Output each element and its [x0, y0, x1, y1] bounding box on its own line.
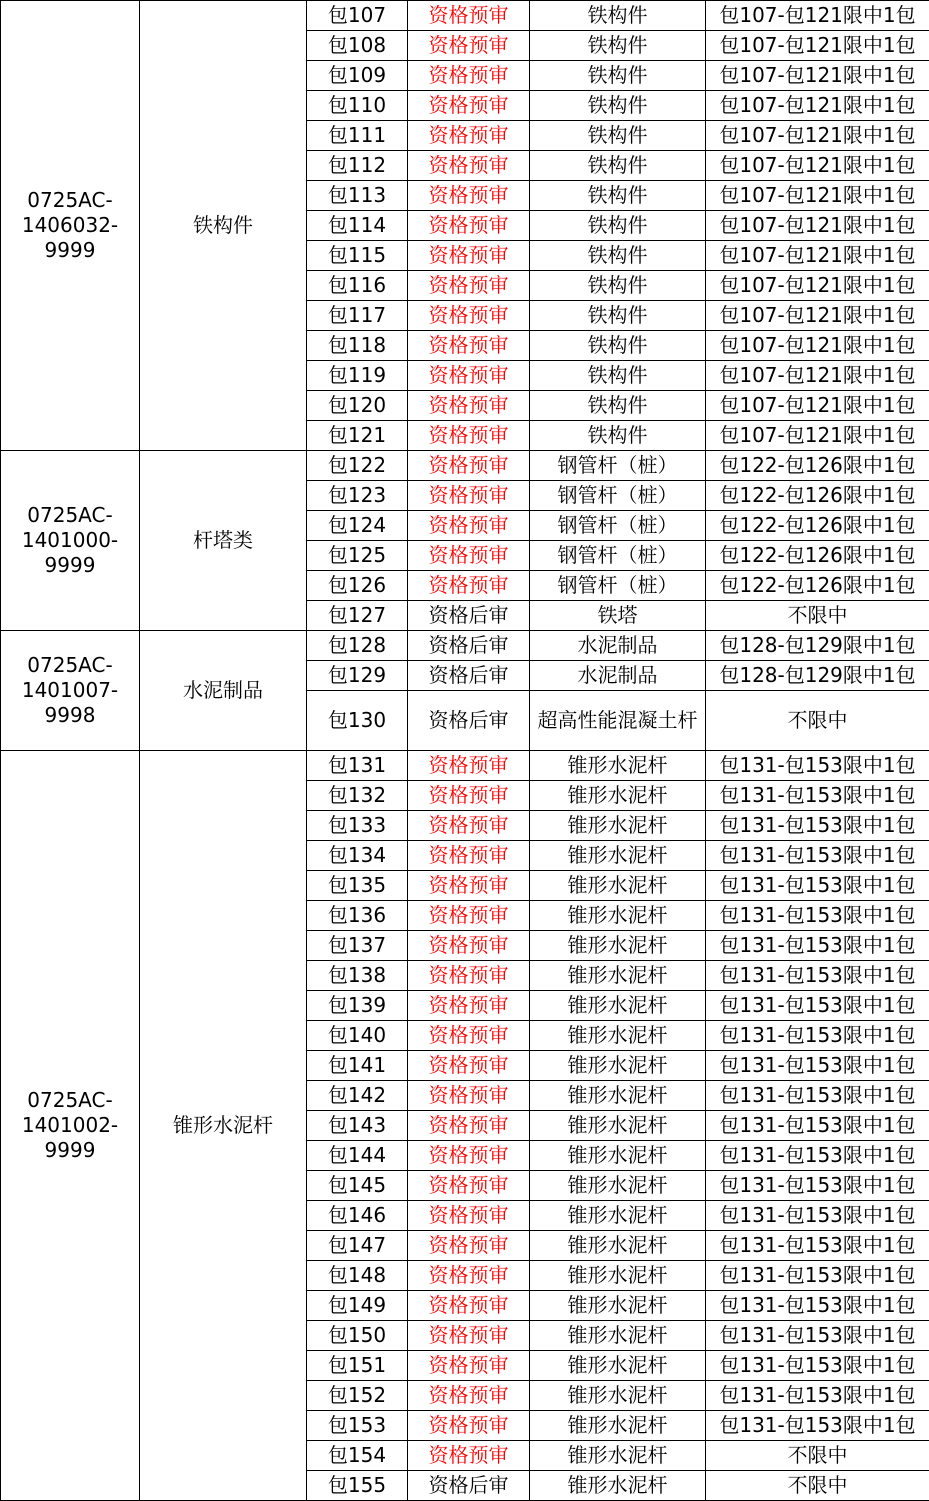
- review-type-cell: 资格预审: [408, 271, 530, 301]
- review-type-cell: 资格预审: [408, 901, 530, 931]
- award-limit-cell: 包128-包129限中1包: [706, 661, 929, 691]
- category-cell: 杆塔类: [140, 451, 307, 631]
- review-type-cell: 资格预审: [408, 301, 530, 331]
- item-name-cell: 钢管杆（桩）: [530, 451, 706, 481]
- award-limit-cell: 包122-包126限中1包: [706, 451, 929, 481]
- item-name-cell: 铁构件: [530, 31, 706, 61]
- award-limit-cell: 包107-包121限中1包: [706, 331, 929, 361]
- package-number-cell: 包129: [307, 661, 408, 691]
- package-number-cell: 包108: [307, 31, 408, 61]
- package-number-cell: 包154: [307, 1441, 408, 1471]
- package-number-cell: 包155: [307, 1471, 408, 1501]
- package-number-cell: 包134: [307, 841, 408, 871]
- review-type-cell: 资格预审: [408, 1351, 530, 1381]
- item-name-cell: 锥形水泥杆: [530, 1141, 706, 1171]
- item-name-cell: 锥形水泥杆: [530, 1021, 706, 1051]
- review-type-cell: 资格预审: [408, 991, 530, 1021]
- review-type-cell: 资格后审: [408, 631, 530, 661]
- award-limit-cell: 包131-包153限中1包: [706, 1321, 929, 1351]
- award-limit-cell: 包131-包153限中1包: [706, 751, 929, 781]
- package-number-cell: 包137: [307, 931, 408, 961]
- package-number-cell: 包128: [307, 631, 408, 661]
- award-limit-cell: 不限中: [706, 691, 929, 751]
- review-type-cell: 资格预审: [408, 1141, 530, 1171]
- award-limit-cell: 包131-包153限中1包: [706, 1141, 929, 1171]
- package-number-cell: 包130: [307, 691, 408, 751]
- review-type-cell: 资格预审: [408, 1081, 530, 1111]
- award-limit-cell: 包128-包129限中1包: [706, 631, 929, 661]
- award-limit-cell: 包131-包153限中1包: [706, 1261, 929, 1291]
- review-type-cell: 资格预审: [408, 391, 530, 421]
- review-type-cell: 资格预审: [408, 871, 530, 901]
- material-code-cell: 0725AC- 1406032- 9999: [1, 1, 140, 451]
- package-number-cell: 包153: [307, 1411, 408, 1441]
- review-type-cell: 资格预审: [408, 181, 530, 211]
- award-limit-cell: 包107-包121限中1包: [706, 361, 929, 391]
- award-limit-cell: 包122-包126限中1包: [706, 571, 929, 601]
- award-limit-cell: 包107-包121限中1包: [706, 151, 929, 181]
- review-type-cell: 资格预审: [408, 31, 530, 61]
- award-limit-cell: 包131-包153限中1包: [706, 991, 929, 1021]
- item-name-cell: 锥形水泥杆: [530, 1171, 706, 1201]
- award-limit-cell: 包107-包121限中1包: [706, 421, 929, 451]
- award-limit-cell: 不限中: [706, 1441, 929, 1471]
- package-number-cell: 包109: [307, 61, 408, 91]
- review-type-cell: 资格预审: [408, 961, 530, 991]
- package-number-cell: 包120: [307, 391, 408, 421]
- review-type-cell: 资格预审: [408, 751, 530, 781]
- package-number-cell: 包115: [307, 241, 408, 271]
- review-type-cell: 资格预审: [408, 541, 530, 571]
- item-name-cell: 铁构件: [530, 241, 706, 271]
- award-limit-cell: 包131-包153限中1包: [706, 961, 929, 991]
- item-name-cell: 锥形水泥杆: [530, 1471, 706, 1501]
- item-name-cell: 铁构件: [530, 91, 706, 121]
- item-name-cell: 铁构件: [530, 391, 706, 421]
- item-name-cell: 铁构件: [530, 421, 706, 451]
- item-name-cell: 铁构件: [530, 301, 706, 331]
- package-number-cell: 包148: [307, 1261, 408, 1291]
- package-number-cell: 包151: [307, 1351, 408, 1381]
- item-name-cell: 锥形水泥杆: [530, 811, 706, 841]
- package-table-body: [1, 1, 929, 1501]
- item-name-cell: 铁构件: [530, 1, 706, 31]
- award-limit-cell: 包131-包153限中1包: [706, 1381, 929, 1411]
- item-name-cell: 铁构件: [530, 271, 706, 301]
- package-number-cell: 包122: [307, 451, 408, 481]
- package-number-cell: 包146: [307, 1201, 408, 1231]
- item-name-cell: 钢管杆（桩）: [530, 541, 706, 571]
- category-cell: 水泥制品: [140, 631, 307, 751]
- package-number-cell: 包127: [307, 601, 408, 631]
- review-type-cell: 资格预审: [408, 361, 530, 391]
- review-type-cell: 资格预审: [408, 781, 530, 811]
- package-number-cell: 包125: [307, 541, 408, 571]
- award-limit-cell: 包131-包153限中1包: [706, 1351, 929, 1381]
- package-number-cell: 包123: [307, 481, 408, 511]
- package-number-cell: 包121: [307, 421, 408, 451]
- item-name-cell: 锥形水泥杆: [530, 1381, 706, 1411]
- package-number-cell: 包113: [307, 181, 408, 211]
- package-number-cell: 包152: [307, 1381, 408, 1411]
- review-type-cell: 资格预审: [408, 1, 530, 31]
- item-name-cell: 锥形水泥杆: [530, 871, 706, 901]
- package-number-cell: 包144: [307, 1141, 408, 1171]
- review-type-cell: 资格预审: [408, 811, 530, 841]
- award-limit-cell: 包131-包153限中1包: [706, 871, 929, 901]
- package-number-cell: 包139: [307, 991, 408, 1021]
- review-type-cell: 资格后审: [408, 691, 530, 751]
- item-name-cell: 锥形水泥杆: [530, 1051, 706, 1081]
- review-type-cell: 资格预审: [408, 1021, 530, 1051]
- item-name-cell: 铁构件: [530, 181, 706, 211]
- item-name-cell: 锥形水泥杆: [530, 901, 706, 931]
- item-name-cell: 铁构件: [530, 331, 706, 361]
- award-limit-cell: 包131-包153限中1包: [706, 1291, 929, 1321]
- review-type-cell: 资格预审: [408, 331, 530, 361]
- table-row: [1, 451, 929, 481]
- award-limit-cell: 包131-包153限中1包: [706, 1231, 929, 1261]
- award-limit-cell: 包131-包153限中1包: [706, 901, 929, 931]
- item-name-cell: 锥形水泥杆: [530, 961, 706, 991]
- review-type-cell: 资格预审: [408, 451, 530, 481]
- review-type-cell: 资格预审: [408, 841, 530, 871]
- item-name-cell: 铁构件: [530, 61, 706, 91]
- award-limit-cell: 包131-包153限中1包: [706, 1411, 929, 1441]
- award-limit-cell: 包122-包126限中1包: [706, 541, 929, 571]
- award-limit-cell: 包107-包121限中1包: [706, 211, 929, 241]
- award-limit-cell: 包107-包121限中1包: [706, 91, 929, 121]
- package-number-cell: 包135: [307, 871, 408, 901]
- item-name-cell: 锥形水泥杆: [530, 1231, 706, 1261]
- package-number-cell: 包141: [307, 1051, 408, 1081]
- package-number-cell: 包124: [307, 511, 408, 541]
- item-name-cell: 铁构件: [530, 211, 706, 241]
- review-type-cell: 资格预审: [408, 1411, 530, 1441]
- award-limit-cell: 包131-包153限中1包: [706, 811, 929, 841]
- award-limit-cell: 包107-包121限中1包: [706, 241, 929, 271]
- review-type-cell: 资格预审: [408, 1441, 530, 1471]
- review-type-cell: 资格预审: [408, 1291, 530, 1321]
- review-type-cell: 资格预审: [408, 481, 530, 511]
- item-name-cell: 锥形水泥杆: [530, 781, 706, 811]
- package-number-cell: 包140: [307, 1021, 408, 1051]
- material-code-cell: 0725AC- 1401000- 9999: [1, 451, 140, 631]
- item-name-cell: 锥形水泥杆: [530, 931, 706, 961]
- review-type-cell: 资格预审: [408, 91, 530, 121]
- package-number-cell: 包119: [307, 361, 408, 391]
- award-limit-cell: 不限中: [706, 601, 929, 631]
- review-type-cell: 资格后审: [408, 661, 530, 691]
- review-type-cell: 资格预审: [408, 1051, 530, 1081]
- item-name-cell: 锥形水泥杆: [530, 1261, 706, 1291]
- award-limit-cell: 包107-包121限中1包: [706, 271, 929, 301]
- award-limit-cell: 包131-包153限中1包: [706, 1201, 929, 1231]
- package-number-cell: 包132: [307, 781, 408, 811]
- package-number-cell: 包118: [307, 331, 408, 361]
- table-row: [1, 751, 929, 781]
- review-type-cell: 资格预审: [408, 61, 530, 91]
- review-type-cell: 资格预审: [408, 571, 530, 601]
- award-limit-cell: 包131-包153限中1包: [706, 1021, 929, 1051]
- award-limit-cell: 包122-包126限中1包: [706, 511, 929, 541]
- package-number-cell: 包110: [307, 91, 408, 121]
- item-name-cell: 超高性能混凝土杆: [530, 691, 706, 751]
- item-name-cell: 钢管杆（桩）: [530, 571, 706, 601]
- item-name-cell: 铁构件: [530, 121, 706, 151]
- package-number-cell: 包150: [307, 1321, 408, 1351]
- item-name-cell: 铁构件: [530, 151, 706, 181]
- review-type-cell: 资格后审: [408, 601, 530, 631]
- package-number-cell: 包114: [307, 211, 408, 241]
- item-name-cell: 锥形水泥杆: [530, 1351, 706, 1381]
- item-name-cell: 水泥制品: [530, 631, 706, 661]
- item-name-cell: 锥形水泥杆: [530, 1441, 706, 1471]
- package-number-cell: 包136: [307, 901, 408, 931]
- review-type-cell: 资格预审: [408, 1171, 530, 1201]
- item-name-cell: 铁构件: [530, 361, 706, 391]
- item-name-cell: 锥形水泥杆: [530, 1111, 706, 1141]
- award-limit-cell: 包107-包121限中1包: [706, 391, 929, 421]
- award-limit-cell: 包107-包121限中1包: [706, 181, 929, 211]
- item-name-cell: 铁塔: [530, 601, 706, 631]
- item-name-cell: 锥形水泥杆: [530, 1321, 706, 1351]
- review-type-cell: 资格预审: [408, 1201, 530, 1231]
- item-name-cell: 锥形水泥杆: [530, 751, 706, 781]
- table-row: [1, 631, 929, 661]
- review-type-cell: 资格预审: [408, 1231, 530, 1261]
- award-limit-cell: 包131-包153限中1包: [706, 1051, 929, 1081]
- award-limit-cell: 包107-包121限中1包: [706, 301, 929, 331]
- review-type-cell: 资格预审: [408, 511, 530, 541]
- award-limit-cell: 包131-包153限中1包: [706, 1111, 929, 1141]
- award-limit-cell: 包122-包126限中1包: [706, 481, 929, 511]
- review-type-cell: 资格预审: [408, 151, 530, 181]
- package-number-cell: 包147: [307, 1231, 408, 1261]
- review-type-cell: 资格预审: [408, 1261, 530, 1291]
- material-code-cell: 0725AC- 1401002- 9999: [1, 751, 140, 1501]
- award-limit-cell: 包131-包153限中1包: [706, 1081, 929, 1111]
- review-type-cell: 资格预审: [408, 421, 530, 451]
- award-limit-cell: 包107-包121限中1包: [706, 31, 929, 61]
- package-number-cell: 包112: [307, 151, 408, 181]
- package-number-cell: 包142: [307, 1081, 408, 1111]
- material-code-cell: 0725AC- 1401007- 9998: [1, 631, 140, 751]
- package-number-cell: 包117: [307, 301, 408, 331]
- package-number-cell: 包145: [307, 1171, 408, 1201]
- package-number-cell: 包111: [307, 121, 408, 151]
- award-limit-cell: 包107-包121限中1包: [706, 61, 929, 91]
- table-row: [1, 1, 929, 31]
- category-cell: 锥形水泥杆: [140, 751, 307, 1501]
- review-type-cell: 资格预审: [408, 211, 530, 241]
- review-type-cell: 资格预审: [408, 121, 530, 151]
- item-name-cell: 锥形水泥杆: [530, 1291, 706, 1321]
- package-number-cell: 包126: [307, 571, 408, 601]
- award-limit-cell: 包131-包153限中1包: [706, 1171, 929, 1201]
- award-limit-cell: 包107-包121限中1包: [706, 1, 929, 31]
- award-limit-cell: 包107-包121限中1包: [706, 121, 929, 151]
- item-name-cell: 锥形水泥杆: [530, 1081, 706, 1111]
- award-limit-cell: 包131-包153限中1包: [706, 931, 929, 961]
- package-number-cell: 包138: [307, 961, 408, 991]
- package-number-cell: 包149: [307, 1291, 408, 1321]
- package-number-cell: 包107: [307, 1, 408, 31]
- review-type-cell: 资格预审: [408, 1381, 530, 1411]
- item-name-cell: 锥形水泥杆: [530, 841, 706, 871]
- item-name-cell: 锥形水泥杆: [530, 991, 706, 1021]
- package-number-cell: 包116: [307, 271, 408, 301]
- review-type-cell: 资格预审: [408, 1321, 530, 1351]
- item-name-cell: 锥形水泥杆: [530, 1411, 706, 1441]
- item-name-cell: 锥形水泥杆: [530, 1201, 706, 1231]
- review-type-cell: 资格后审: [408, 1471, 530, 1501]
- review-type-cell: 资格预审: [408, 241, 530, 271]
- item-name-cell: 钢管杆（桩）: [530, 511, 706, 541]
- category-cell: 铁构件: [140, 1, 307, 451]
- award-limit-cell: 不限中: [706, 1471, 929, 1501]
- item-name-cell: 钢管杆（桩）: [530, 481, 706, 511]
- review-type-cell: 资格预审: [408, 1111, 530, 1141]
- review-type-cell: 资格预审: [408, 931, 530, 961]
- award-limit-cell: 包131-包153限中1包: [706, 781, 929, 811]
- package-number-cell: 包133: [307, 811, 408, 841]
- package-number-cell: 包131: [307, 751, 408, 781]
- package-number-cell: 包143: [307, 1111, 408, 1141]
- award-limit-cell: 包131-包153限中1包: [706, 841, 929, 871]
- item-name-cell: 水泥制品: [530, 661, 706, 691]
